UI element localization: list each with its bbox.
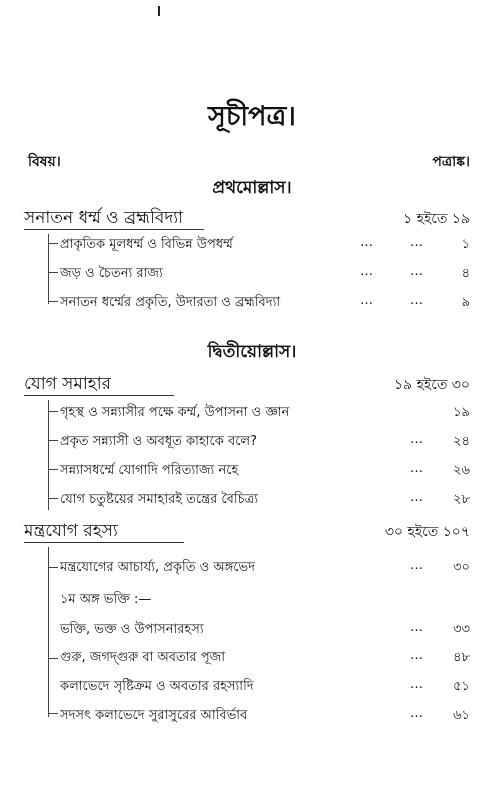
- toc-row-text: প্রকৃত সন্ন্যাসী ও অবধূত কাহাকে বলে?: [60, 434, 258, 449]
- leader-dots: …: [410, 293, 424, 308]
- subject-heading: বিষয়।: [28, 154, 61, 170]
- bracket-tick: [48, 440, 58, 441]
- toc-row: [60, 706, 470, 728]
- leader-dots: …: [410, 620, 424, 635]
- toc-row: [60, 235, 470, 257]
- toc-row-page: ১: [461, 237, 470, 252]
- leader-dots: …: [410, 235, 424, 250]
- page-title: সূচীপত্র।: [208, 101, 296, 132]
- toc-row: [60, 648, 470, 670]
- toc-row: [60, 264, 470, 286]
- toc-row-page: ২৪: [453, 434, 470, 449]
- leader-dots: …: [360, 293, 374, 308]
- section-3: [24, 518, 470, 544]
- leader-dots: …: [410, 264, 424, 279]
- bracket-tick: [48, 243, 58, 244]
- toc-row-text: ১ম অঙ্গ ভক্তি :—: [60, 592, 152, 607]
- toc-row-text: সনাতন ধর্ম্মের প্রকৃতি, উদারতা ও ব্রহ্মবিদ্যা: [60, 295, 281, 310]
- toc-row-text: কলাভেদে সৃষ্টিক্রম ও অবতার রহস্যাদি: [60, 679, 254, 694]
- toc-row: [60, 461, 470, 483]
- toc-row-text: প্রাকৃতিক মূলধর্ম্ম ও বিভিন্ন উপধর্ম্ম: [60, 237, 233, 252]
- toc-row-text: গুরু, জগদ্গুরু বা অবতার পূজা: [60, 650, 226, 665]
- bracket-tick: [48, 567, 58, 568]
- toc-row-text: সন্ন্যাসধর্ম্মে যোগাদি পরিত্যাজ্য নহে: [60, 463, 239, 478]
- leader-dots: …: [410, 677, 424, 692]
- bracket-line: [48, 400, 49, 510]
- section-1: [24, 205, 470, 231]
- section-page-range: ১ হইতে ১৯: [403, 211, 470, 227]
- toc-row-page: ৬১: [453, 708, 470, 723]
- bracket-tick: [48, 658, 58, 659]
- toc-row-page: ২৬: [453, 463, 470, 478]
- leader-dots: …: [360, 264, 374, 279]
- bracket-tick: [48, 498, 58, 499]
- section-page-range: ৩০ হইতে ১০৭: [384, 524, 470, 540]
- page-number-heading: পত্রাঙ্ক।: [432, 154, 470, 170]
- toc-row: [60, 490, 470, 512]
- section-2: [24, 371, 470, 397]
- toc-row: [60, 590, 470, 612]
- leader-dots: …: [410, 706, 424, 721]
- bracket-tick: [48, 469, 58, 470]
- leader-dots: …: [410, 432, 424, 447]
- section-title: মন্ত্রযোগ রহস্য: [24, 521, 118, 541]
- toc-row: [60, 558, 470, 580]
- toc-row-text: যোগ চতুষ্টয়ের সমাহারই তন্ত্রের বৈচিত্র্য: [60, 492, 258, 507]
- bracket-tick: [48, 411, 58, 412]
- section-title: সনাতন ধর্ম্ম ও ব্রহ্মবিদ্যা: [24, 208, 184, 228]
- section-underline: [24, 229, 204, 230]
- toc-row-page: ৩৩: [453, 622, 470, 637]
- bracket-line: [48, 547, 49, 717]
- toc-row-page: ৪: [461, 266, 470, 281]
- toc-row-page: ৯: [461, 295, 470, 310]
- toc-row: [60, 432, 470, 454]
- section-page-range: ১৯ হইতে ৩০: [393, 377, 470, 393]
- toc-row-page: ৩০: [453, 560, 470, 575]
- leader-dots: …: [360, 235, 374, 250]
- page-mark: [158, 6, 160, 16]
- toc-row: [60, 403, 470, 425]
- toc-row-text: জড় ও চৈতন্য রাজ্য: [60, 266, 163, 281]
- leader-dots: …: [410, 461, 424, 476]
- leader-dots: …: [410, 648, 424, 663]
- section-underline: [24, 395, 174, 396]
- section-title: যোগ সমাহার: [24, 374, 111, 394]
- part-heading-1: প্রথমোল্লাস।: [212, 178, 292, 198]
- bracket-line: [48, 234, 49, 304]
- toc-row-text: সদসৎ কলাভেদে সুরাসুরের আবির্ভাব: [60, 708, 248, 723]
- section-underline: [24, 542, 184, 543]
- part-heading-2: দ্বিতীয়োল্লাস।: [207, 342, 297, 362]
- bracket-tick: [48, 272, 58, 273]
- toc-row: [60, 293, 470, 315]
- toc-row-text: গৃহস্থ ও সন্ন্যাসীর পক্ষে কর্ম্ম, উপাসনা ও জ্ঞান: [60, 405, 290, 420]
- toc-row-page: ২৮: [453, 492, 470, 507]
- toc-row-text: ভক্তি, ভক্ত ও উপাসনারহস্য: [60, 622, 204, 637]
- toc-row-page: ৫১: [453, 679, 470, 694]
- bracket-tick: [48, 301, 58, 302]
- toc-row: [60, 620, 470, 642]
- toc-row-page: ১৯: [453, 405, 470, 420]
- bracket-tick: [48, 713, 58, 714]
- leader-dots: …: [410, 490, 424, 505]
- toc-row-page: ৪৮: [453, 650, 470, 665]
- leader-dots: …: [410, 558, 424, 573]
- toc-row-text: মন্ত্রযোগের আচার্য্য, প্রকৃতি ও অঙ্গভেদ: [60, 560, 255, 575]
- toc-row: [60, 677, 470, 699]
